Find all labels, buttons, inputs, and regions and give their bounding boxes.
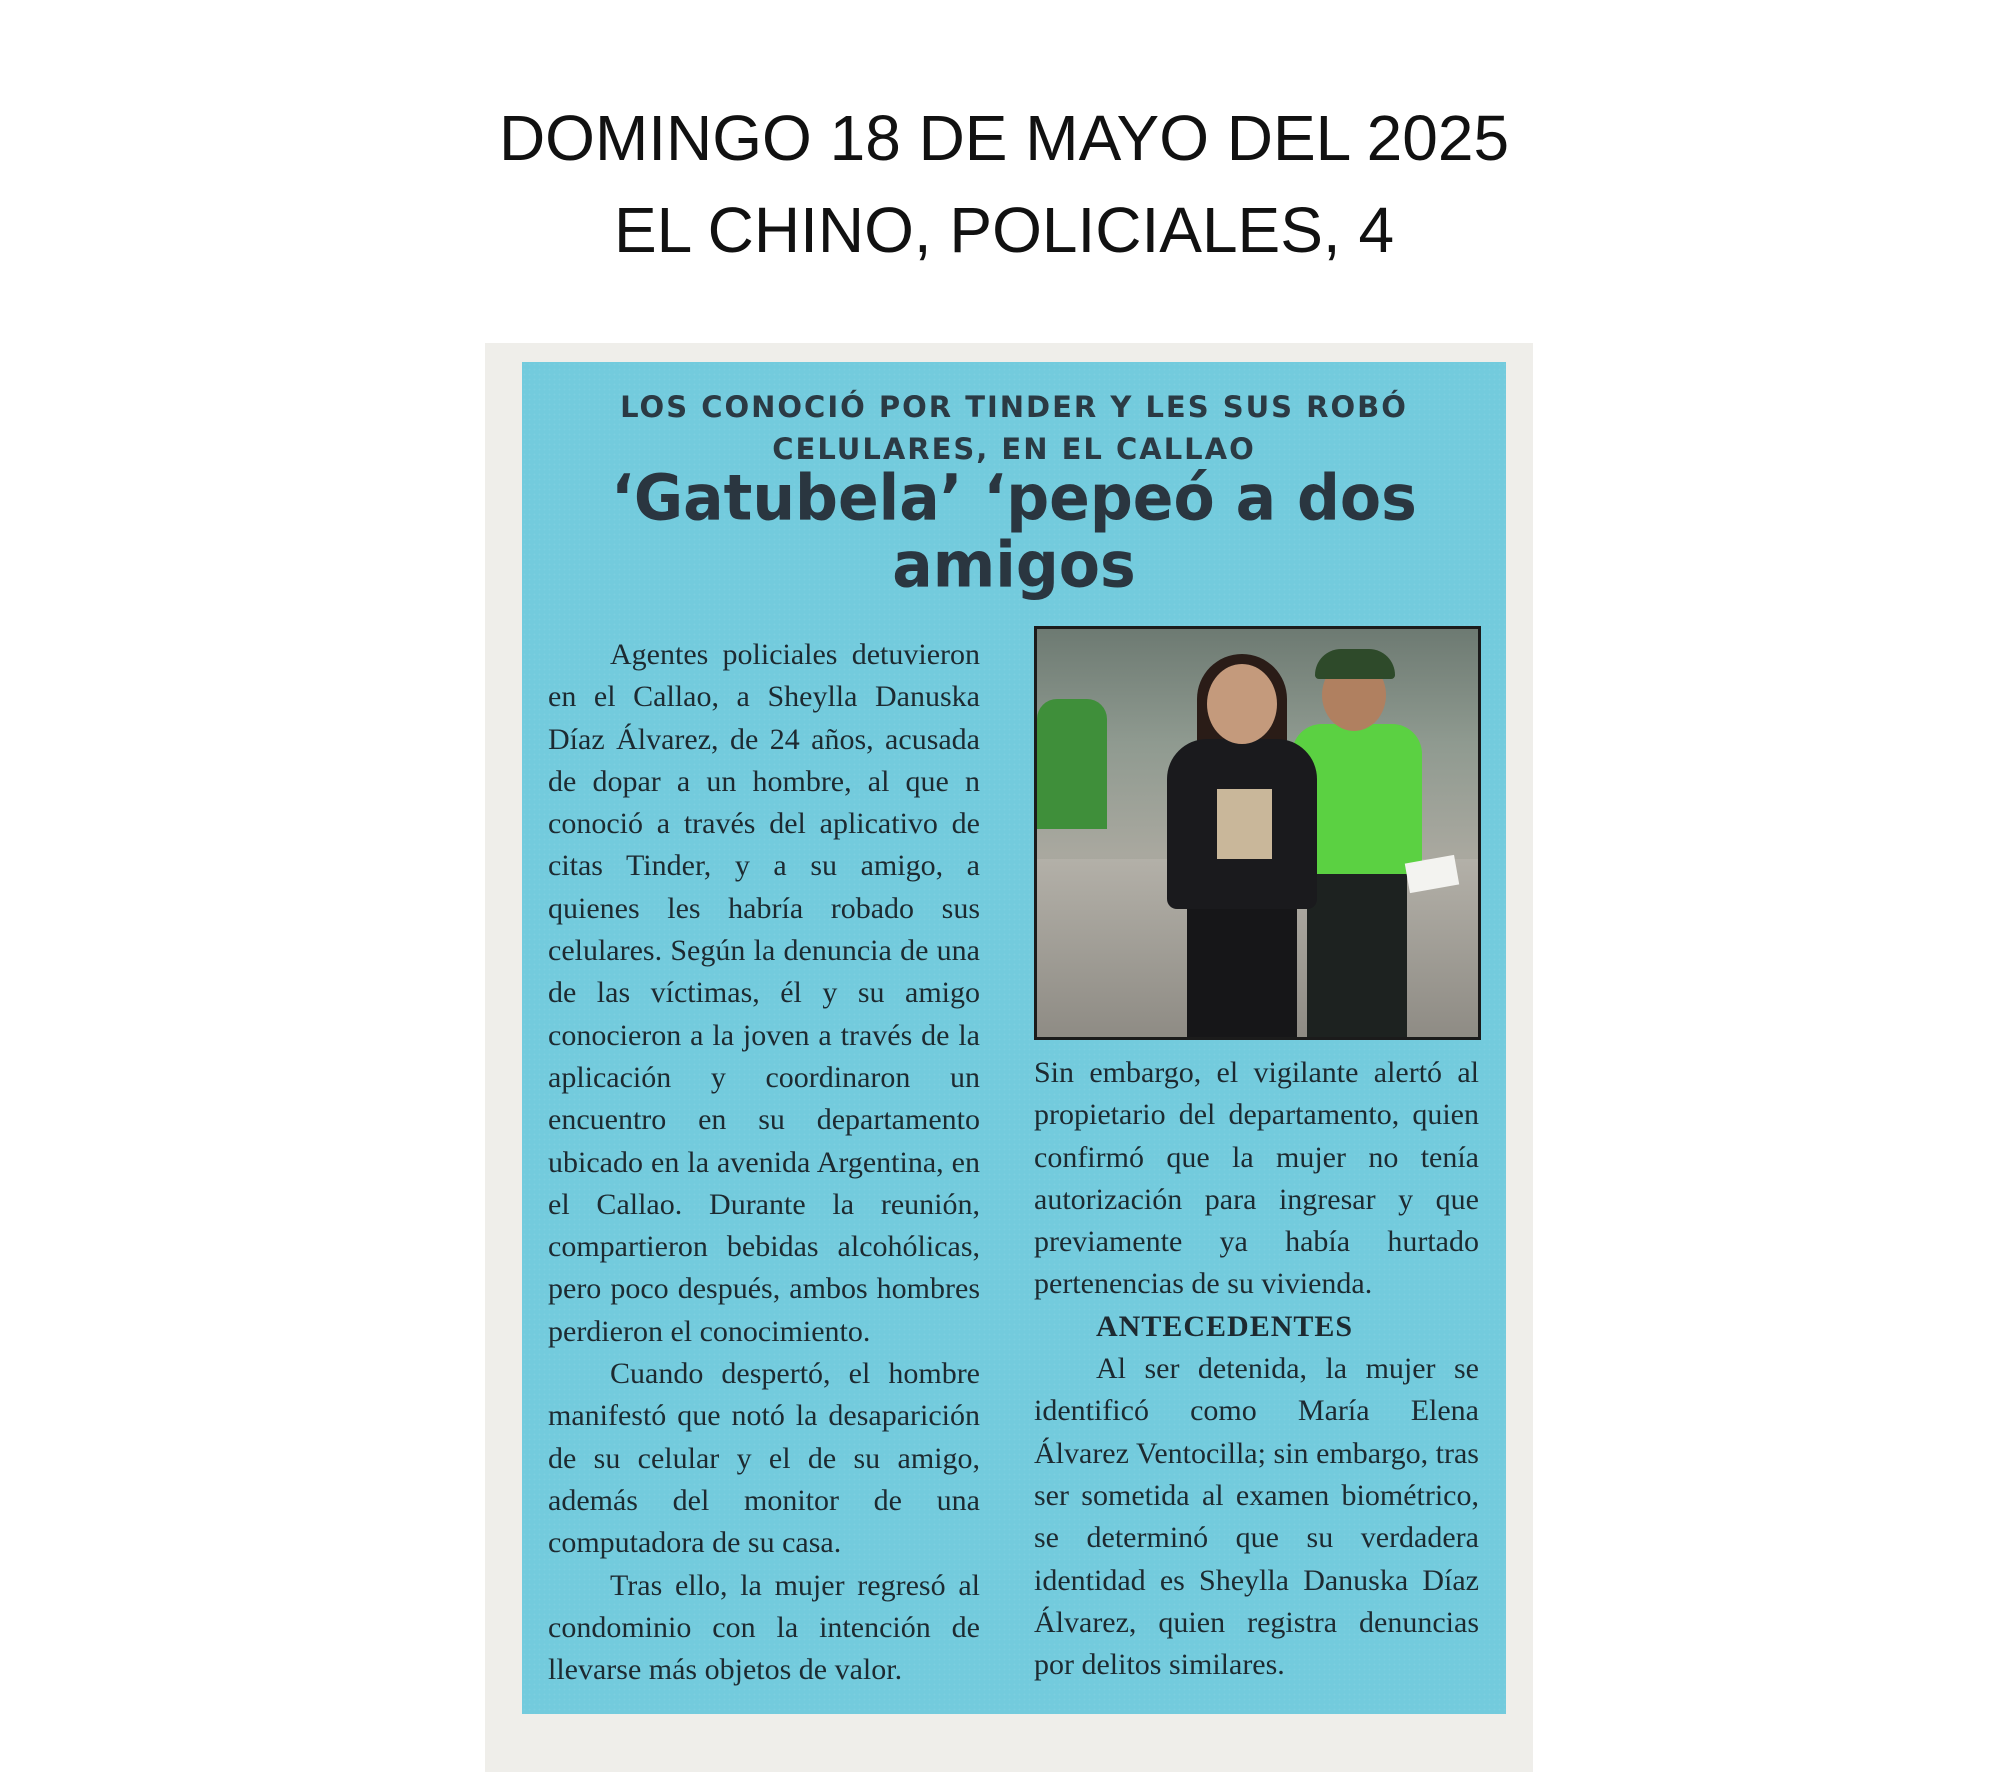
kicker-line-2: CELULARES, EN EL CALLAO <box>772 432 1256 466</box>
photo-woman-head <box>1207 664 1277 744</box>
paragraph-3: Tras ello, la mujer regresó al condominio con la intención de llevarse más objetos de valor. <box>548 1568 980 1687</box>
article-column-right <box>1034 1052 1479 1686</box>
header-source: EL CHINO, POLICIALES, 4 <box>613 194 1395 266</box>
paragraph-5: Al ser detenida, la mujer se identificó como María Elena Álvarez Ventocilla; sin embargo, tras ser sometida al examen biométrico, se determinó que su verdadera identidad es Sheylla Danuska Díaz Álvarez, quien registra denuncias por delitos similares. <box>1034 1352 1479 1682</box>
article-kicker <box>522 386 1506 470</box>
paragraph-4: Sin embargo, el vigilante alertó al propietario del departamento, quien confirmó que la mujer no tenía autorización para ingresar y que previamente ya había hurtado pertenencias de su vivienda. <box>1034 1056 1479 1301</box>
paragraph-2: Cuando despertó, el hombre manifestó que notó la desaparición de su celular y el de su amigo, además del monitor de una computadora de su casa. <box>548 1357 980 1560</box>
photo-woman-legs <box>1187 904 1297 1039</box>
article-headline <box>522 461 1506 603</box>
photo-shirt-print <box>1217 789 1272 859</box>
header-date: DOMINGO 18 DE MAYO DEL 2025 <box>498 102 1510 174</box>
photo-officer-legs <box>1307 874 1407 1039</box>
photo-background-officer <box>1037 699 1107 829</box>
page-header <box>0 92 2008 276</box>
newspaper-clipping <box>522 362 1506 1714</box>
headline-line-1: ‘Gatubela’ ‘pepeó a dos <box>611 461 1417 536</box>
subhead-antecedentes: ANTECEDENTES <box>1096 1309 1354 1343</box>
kicker-line-1: LOS CONOCIÓ POR TINDER Y LES SUS ROBÓ <box>620 390 1408 424</box>
article-photo <box>1034 626 1481 1040</box>
article-column-left <box>548 634 980 1691</box>
photo-officer-cap <box>1315 649 1395 679</box>
paragraph-1: Agentes policiales detuvieron en el Callao, a Sheylla Danuska Díaz Álvarez, de 24 años, acusada de dopar a un hombre, al que n conoció a través del aplicativo de citas Tinder, y a su amigo, a quienes les habría robado sus celulares. Según la denuncia de una de las víctimas, él y su amigo conocieron a la joven a través de la aplicación y coordinaron un encuentro en su departamento ubicado en la avenida Argentina, en el Callao. Durante la reunión, compartieron bebidas alcohólicas, pero poco después, ambos hombres perdieron el conocimiento. <box>548 638 980 1348</box>
headline-line-2: amigos <box>892 528 1136 603</box>
